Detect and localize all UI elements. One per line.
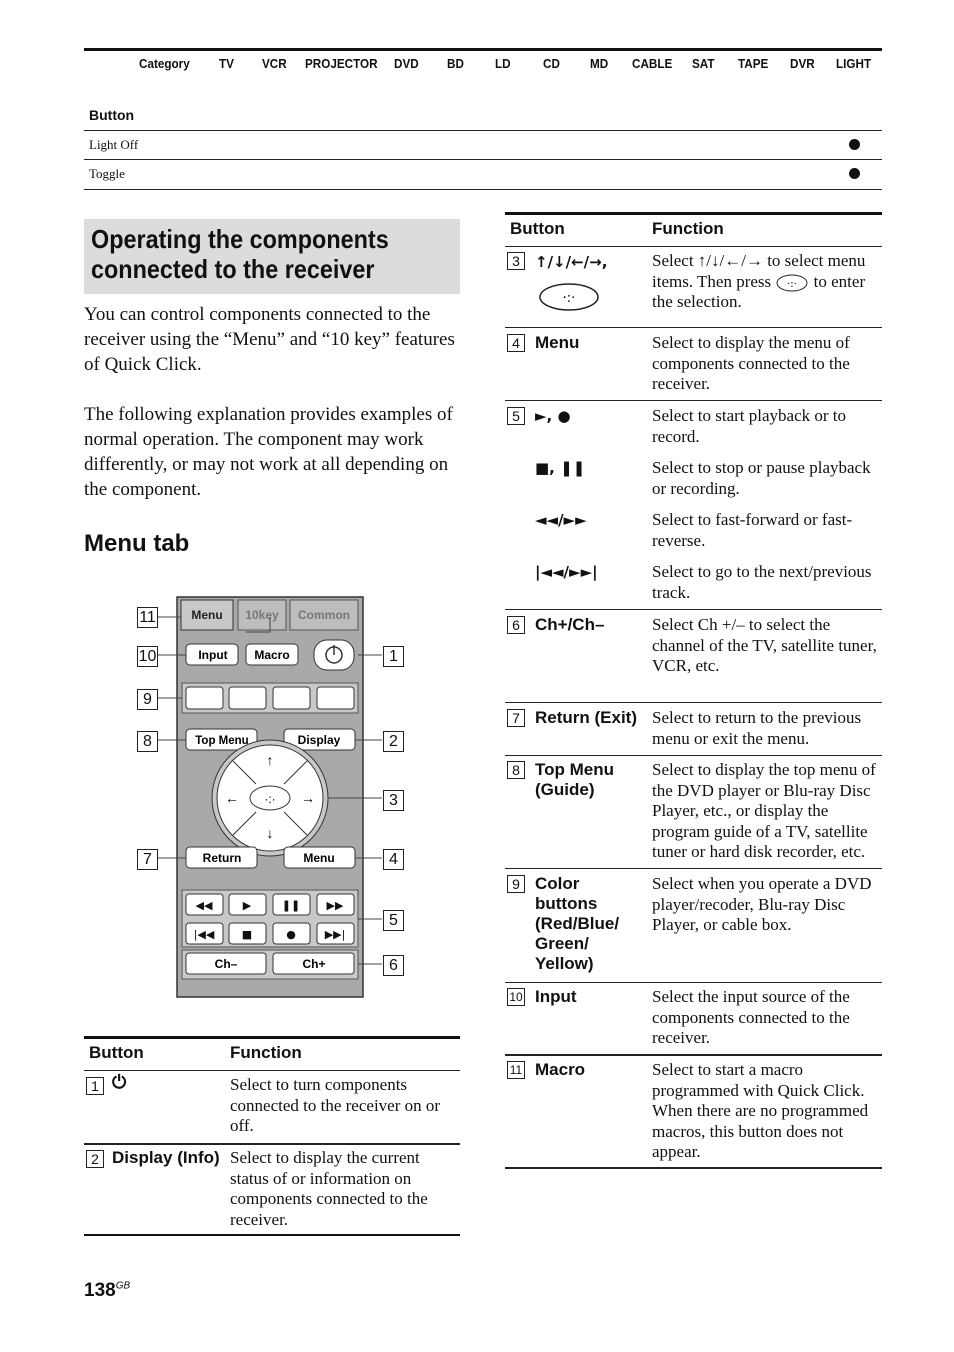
callout-3: 3	[383, 790, 404, 811]
category-tape: TAPE	[738, 56, 769, 71]
row-number: 4	[507, 334, 525, 352]
divider	[84, 1143, 460, 1145]
tab-menu-label: Menu	[191, 608, 223, 622]
table-bottom-rule	[84, 1234, 460, 1236]
button-name: Top Menu (Guide)	[535, 760, 614, 799]
right-table-header-function: Function	[652, 219, 724, 238]
row-toggle-label: Toggle	[89, 166, 125, 181]
category-md: MD	[590, 56, 609, 71]
divider	[505, 609, 882, 610]
remote-macro-label: Macro	[254, 648, 290, 662]
callout-9: 9	[137, 689, 158, 710]
row-number: 7	[507, 709, 525, 727]
divider	[505, 1054, 882, 1056]
svg-text:▶: ▶	[242, 899, 252, 912]
power-icon: ⏻	[112, 1072, 127, 1093]
remote-menu-label: Menu	[303, 851, 335, 865]
function-text: Select to return to the previous menu or exit the menu.	[652, 708, 862, 748]
function-text: Select to display the current status of or information on components connected to the receiver.	[230, 1148, 428, 1229]
svg-text:·:·: ·:·	[562, 291, 576, 306]
category-ld: LD	[495, 56, 511, 71]
page-number	[84, 1280, 130, 1302]
tab-10key-label: 10key	[245, 608, 279, 622]
function-text: Select to go to the next/previous track.	[652, 562, 872, 602]
button-name: Input	[535, 987, 577, 1006]
divider	[505, 246, 882, 247]
enter-inline-icon	[775, 274, 809, 292]
button-name: Return (Exit)	[535, 708, 637, 727]
callout-6: 6	[383, 955, 404, 976]
function-text: Select when you operate a DVD player/recoder, Blu-ray Disc Player, or cable box.	[652, 874, 872, 934]
arrow-keys-icon: ↑/↓/←/→,	[535, 253, 608, 271]
function-text-part: Select ↑/↓/←/→ to select menu items. Then press	[652, 251, 866, 291]
svg-text:↑: ↑	[266, 752, 274, 768]
divider	[505, 868, 882, 869]
row-number: 6	[507, 616, 525, 634]
divider	[84, 159, 882, 160]
enter-button-icon	[538, 282, 600, 312]
button-name: Ch+/Ch–	[535, 615, 605, 634]
row-number: 2	[86, 1150, 104, 1168]
category-tv: TV	[219, 56, 234, 71]
divider	[505, 982, 882, 983]
callout-10: 10	[138, 648, 157, 665]
svg-text:◀◀: ◀◀	[195, 899, 213, 912]
remote-diagram	[136, 592, 406, 1002]
light-off-dot	[849, 139, 860, 150]
category-cable: CABLE	[632, 56, 673, 71]
function-text: Select to fast-forward or fast-reverse.	[652, 510, 853, 550]
callout-8: 8	[137, 731, 158, 752]
function-text-part: to enter the selection.	[652, 271, 866, 311]
row-number: 8	[507, 761, 525, 779]
remote-display-label: Display	[297, 733, 341, 747]
category-header: Category	[139, 56, 190, 71]
intro-paragraph: You can control components connected to the receiver using the “Menu” and “10 key” features of Quick Click.	[84, 304, 455, 375]
function-text: Select the input source of the components connected to the receiver.	[652, 987, 850, 1047]
remote-top-menu-label: Top Menu	[195, 735, 249, 747]
fast-forward-rewind-icon: ◄◄/►►	[535, 511, 587, 529]
svg-text:▶▶|: ▶▶|	[324, 928, 346, 941]
callout-11: 11	[137, 607, 158, 628]
divider	[84, 189, 882, 190]
note-paragraph: The following explanation provides examples of normal operation. The component may work differently, or may not work at all depending on the component.	[84, 404, 453, 500]
section-title: Operating the components connected to the receiver	[91, 224, 389, 284]
callout-5: 5	[383, 910, 404, 931]
table-top-rule	[505, 212, 882, 215]
svg-text:❚❚: ❚❚	[281, 899, 301, 912]
remote-ch-minus-label: Ch–	[214, 957, 238, 971]
svg-text:|◀◀: |◀◀	[193, 928, 215, 941]
page-suffix: GB	[115, 1280, 131, 1292]
category-sat: SAT	[692, 56, 715, 71]
left-table-header-button: Button	[89, 1043, 144, 1062]
button-name: Menu	[535, 333, 580, 352]
svg-text:●: ●	[286, 928, 296, 941]
function-text: Select to turn components connected to the receiver on or off.	[230, 1075, 441, 1135]
divider	[505, 400, 882, 401]
svg-text:·:·: ·:·	[264, 792, 276, 806]
table-top-rule	[84, 1036, 460, 1039]
function-text: Select to start a macro programmed with Quick Click. When there are no programmed macros, this button does not appear.	[652, 1060, 869, 1161]
category-light: LIGHT	[836, 56, 872, 71]
stop-pause-icon: ■, ❚❚	[535, 459, 586, 477]
category-bd: BD	[447, 56, 464, 71]
callout-4: 4	[383, 849, 404, 870]
remote-return-label: Return	[202, 851, 242, 865]
remote-ch-plus-label: Ch+	[302, 957, 326, 971]
svg-text:·:·: ·:·	[787, 278, 798, 290]
menu-tab-heading: Menu tab	[84, 530, 190, 557]
table-bottom-rule	[505, 1167, 882, 1169]
row-number: 1	[86, 1077, 104, 1095]
category-dvr: DVR	[790, 56, 815, 71]
category-projector: PROJECTOR	[305, 56, 378, 71]
button-column-header: Button	[89, 107, 135, 123]
divider	[505, 755, 882, 756]
function-text: Select to display the menu of components connected to the receiver.	[652, 333, 850, 393]
category-dvd: DVD	[394, 56, 419, 71]
page-number-value: 138	[84, 1280, 116, 1301]
callout-7: 7	[137, 849, 158, 870]
function-text	[652, 251, 882, 313]
toggle-dot	[849, 168, 860, 179]
button-name: Display (Info)	[112, 1148, 220, 1167]
function-text: Select to stop or pause playback or recording.	[652, 458, 871, 498]
divider	[84, 1070, 460, 1071]
row-number: 5	[507, 407, 525, 425]
divider	[505, 702, 882, 703]
svg-text:↓: ↓	[266, 825, 274, 841]
button-name: Color buttons (Red/Blue/ Green/ Yellow)	[535, 874, 620, 973]
remote-input-label: Input	[198, 648, 228, 662]
row-number: 9	[507, 875, 525, 893]
button-name: Macro	[535, 1060, 586, 1079]
row-light-off-label: Light Off	[89, 137, 139, 152]
callout-2: 2	[383, 731, 404, 752]
divider	[505, 327, 882, 328]
category-cd: CD	[543, 56, 560, 71]
function-text: Select to start playback or to record.	[652, 406, 847, 446]
divider	[84, 130, 882, 131]
svg-text:←: ←	[225, 790, 239, 806]
svg-text:→: →	[301, 790, 315, 806]
play-record-icon: ►, ●	[535, 407, 571, 425]
skip-track-icon: |◄◄/►►|	[535, 563, 598, 581]
callout-1: 1	[383, 646, 404, 667]
row-number: 11	[507, 1061, 525, 1079]
svg-text:▶▶: ▶▶	[326, 899, 344, 912]
svg-text:■: ■	[241, 928, 253, 941]
tab-common-label: Common	[298, 608, 350, 622]
category-vcr: VCR	[262, 56, 287, 71]
left-table-header-function: Function	[230, 1043, 302, 1062]
function-text: Select Ch +/– to select the channel of the TV, satellite tuner, VCR, etc.	[652, 615, 877, 675]
function-text: Select to display the top menu of the DVD player or Blu-ray Disc Player, etc., or display the program guide of a TV, satellite tuner or hard disk recorder, etc.	[652, 760, 876, 861]
row-number: 10	[507, 988, 525, 1006]
category-table-top-rule	[84, 48, 882, 51]
right-table-header-button: Button	[510, 219, 565, 238]
row-number: 3	[507, 252, 525, 270]
